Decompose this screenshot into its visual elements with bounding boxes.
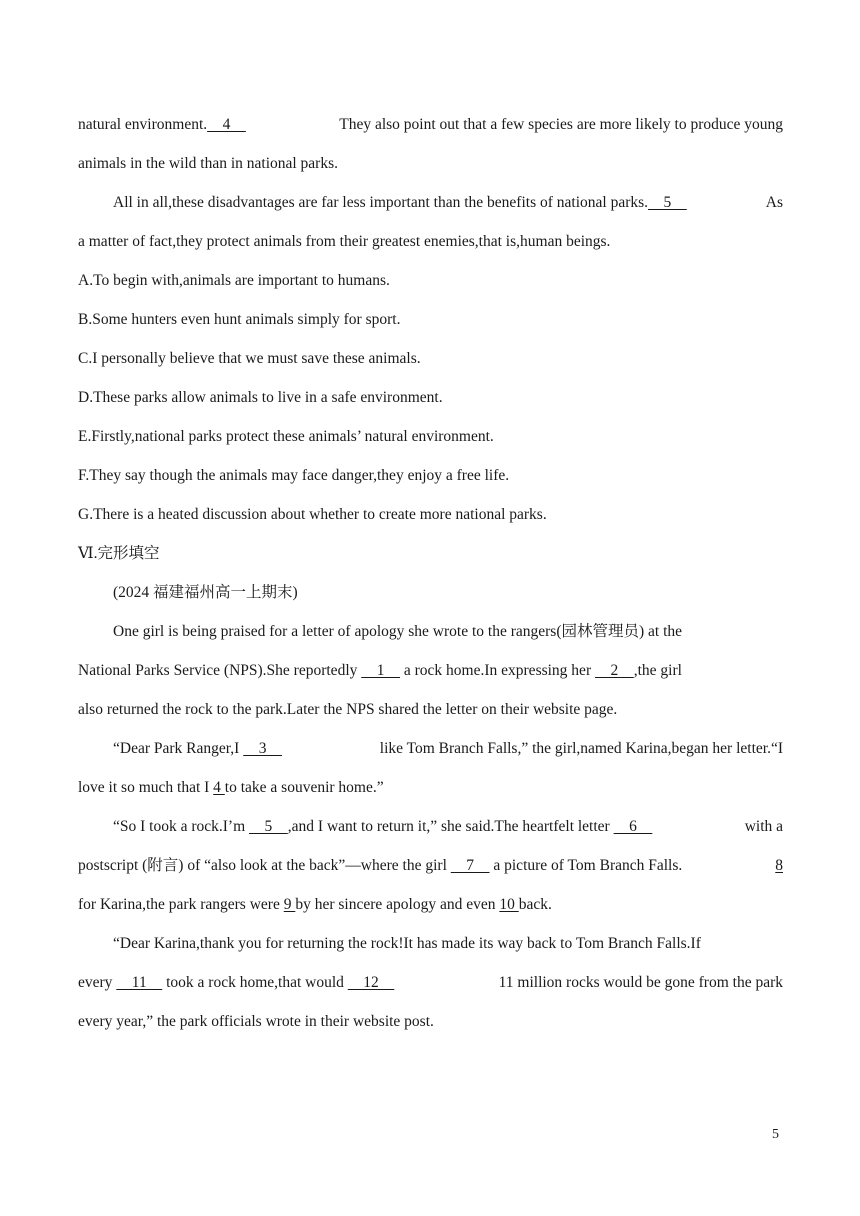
passage-line: animals in the wild than in national parks.: [78, 155, 339, 172]
passage-line: a matter of fact,they protect animals from their greatest enemies,that is,human beings.: [78, 233, 611, 250]
blank-8: 8: [775, 857, 783, 874]
blank-3: 3: [243, 740, 282, 757]
option-e: E.Firstly,national parks protect these animals’ natural environment.: [78, 428, 494, 445]
blank-1: 1: [361, 662, 400, 679]
blank-4: 4: [213, 779, 225, 796]
section-heading: Ⅵ.完形填空: [78, 545, 160, 562]
option-a: A.To begin with,animals are important to humans.: [78, 272, 390, 289]
blank-2: 2: [594, 662, 634, 679]
cloze-line: also returned the rock to the park.Later the NPS shared the letter on their website page.: [78, 701, 618, 718]
passage-line: All in all,these disadvantages are far less important than the benefits of national parks. 5 As: [113, 194, 783, 211]
passage-line: natural environment. 4 They also point out that a few species are more likely to produce young: [78, 116, 783, 133]
source-note: (2024 福建福州高一上期末): [113, 584, 298, 601]
cloze-line: One girl is being praised for a letter of apology she wrote to the rangers(园林管理员) at the: [113, 623, 683, 640]
blank-6: 6: [613, 818, 653, 835]
option-g: G.There is a heated discussion about whether to create more national parks.: [78, 506, 547, 523]
blank-5: 5: [249, 818, 288, 835]
option-b: B.Some hunters even hunt animals simply for sport.: [78, 311, 401, 328]
blank-9: 9: [283, 896, 296, 913]
cloze-line: “So I took a rock.I’m 5 ,and I want to return it,” she said.The heartfelt letter 6 with a: [113, 818, 783, 835]
blank-11: 11: [116, 974, 163, 991]
blank-10: 10: [499, 896, 519, 913]
blank-7: 7: [450, 857, 490, 874]
cloze-line: “Dear Park Ranger,I 3 like Tom Branch Falls,” the girl,named Karina,began her letter.“I: [113, 740, 783, 757]
option-c: C.I personally believe that we must save these animals.: [78, 350, 421, 367]
cloze-line: for Karina,the park rangers were 9 by her sincere apology and even 10 back.: [78, 896, 552, 913]
option-d: D.These parks allow animals to live in a safe environment.: [78, 389, 443, 406]
cloze-line: every year,” the park officials wrote in their website post.: [78, 1013, 434, 1030]
blank-5: 5: [648, 194, 687, 211]
cloze-line: National Parks Service (NPS).She reportedly 1 a rock home.In expressing her 2 ,the girl: [78, 662, 682, 679]
option-f: F.They say though the animals may face danger,they enjoy a free life.: [78, 467, 510, 484]
blank-12: 12: [347, 974, 395, 991]
cloze-line: love it so much that I 4 to take a souvenir home.”: [78, 779, 384, 796]
cloze-line: postscript (附言) of “also look at the back”—where the girl 7 a picture of Tom Branch Falls. 8: [78, 857, 783, 874]
blank-4: 4: [207, 116, 246, 133]
cloze-line: “Dear Karina,thank you for returning the rock!It has made its way back to Tom Branch Falls.If: [113, 935, 701, 952]
cloze-line: every 11 took a rock home,that would 12 11 million rocks would be gone from the park: [78, 974, 783, 991]
page-number: 5: [772, 1127, 779, 1142]
